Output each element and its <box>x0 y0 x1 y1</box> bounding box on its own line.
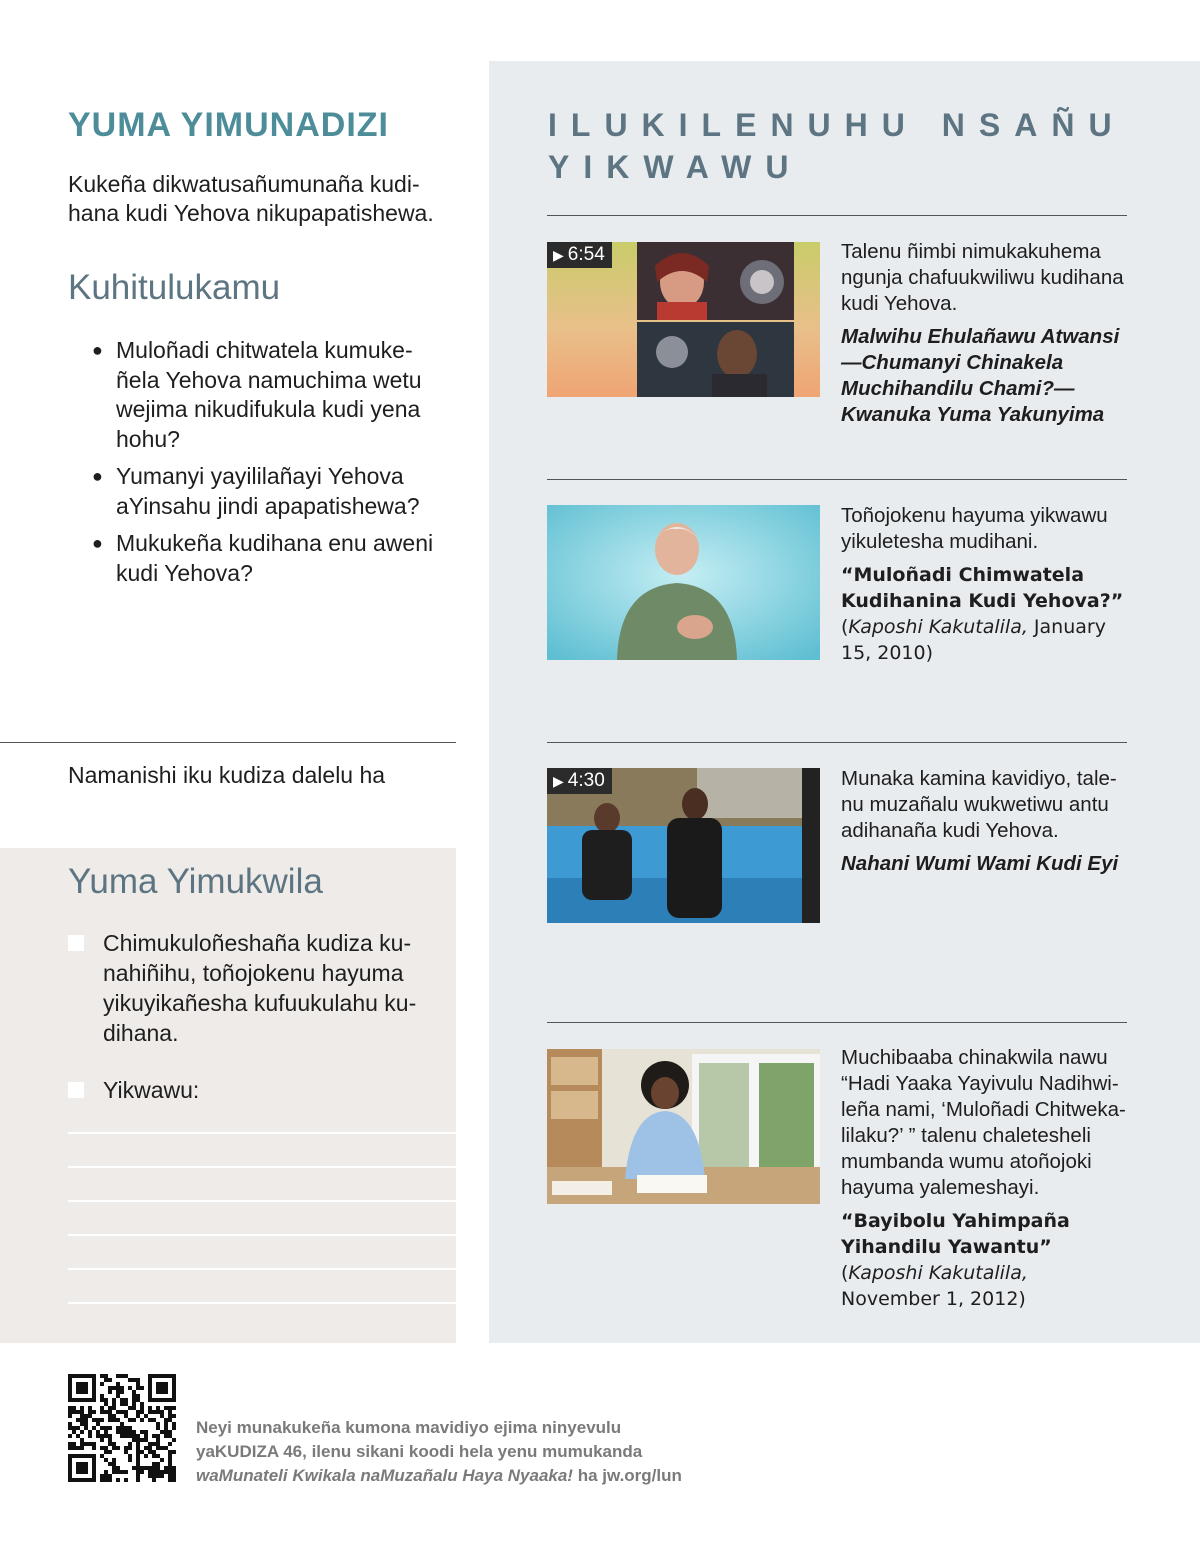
resource-description: Toñojokenu hayuma yikwawu yikuletesha mudihani. “Muloñadi Chimwatela Kudihanina Kudi Yehova?” (Kaposhi Kakutalila, January 15, 2010) <box>841 503 1131 673</box>
review-questions <box>92 336 447 596</box>
writing-line[interactable] <box>68 1200 456 1202</box>
video-thumbnail[interactable] <box>547 768 820 923</box>
divider <box>547 479 1127 480</box>
writing-line[interactable] <box>68 1132 456 1134</box>
divider <box>547 742 1127 743</box>
goals-title: Yuma Yimukwila <box>68 862 323 901</box>
qr-code-icon <box>68 1374 176 1482</box>
bullet-icon: ● <box>92 533 103 553</box>
resource-source[interactable]: Malwihu Ehulañawu Atwansi —Chumanyi Chinakela Muchihandilu Chami?—Kwanuka Yuma Yakunyima <box>841 325 1120 426</box>
resource-source[interactable]: “Muloñadi Chimwatela Kudihanina Kudi Yehova?” (Kaposhi Kakutalila, January 15, 2010) <box>841 564 1124 664</box>
writing-line[interactable] <box>68 1234 456 1236</box>
video-duration-badge: ▶ 4:30 <box>547 768 612 794</box>
play-icon: ▶ <box>553 247 564 263</box>
video-thumbnail[interactable] <box>547 242 820 397</box>
writing-line[interactable] <box>68 1268 456 1270</box>
goal-item[interactable]: Chimukuloñeshaña kudiza kunahiñihu, toñojokenu hayuma yikuyikañesha kufuukulahu kudihana. <box>68 928 438 1048</box>
review-question: ● Yumanyi yayililañayi Yehova aYinsahu jindi apapatishewa? <box>92 463 420 519</box>
resource-description: Munaka kamina kavidiyo, talenu muzañalu wukwetiwu antu adihanaña kudi Yehova. Nahani Wumi Wami Kudi Eyi <box>841 766 1131 884</box>
divider <box>0 742 456 743</box>
review-title: Kuhitulukamu <box>68 268 281 307</box>
goal-item-other[interactable]: Yikwawu: <box>68 1075 438 1105</box>
explore-title: ILUKILENUHU NSAÑU YIKWAWU <box>548 107 1126 185</box>
checkbox-icon[interactable] <box>68 935 84 951</box>
review-question: ● Muloñadi chitwatela kumukeñela Yehova namuchima wetu wejima nikudifukula kudi yena hohu? <box>92 337 422 452</box>
divider <box>547 1022 1127 1023</box>
resource-description: Muchibaaba chinakwila nawu “Hadi Yaaka Yayivulu Nadihwileña nami, ‘Muloñadi Chitwekalilaku?’ ” talenu chaletesheli mumbanda wumu atoñojoki hayuma yalemeshayi. “Bayibolu Yahimpaña Yihandilu Yawantu” (Kaposhi Kakutalila, November 1, 2012) <box>841 1045 1131 1319</box>
writing-line[interactable] <box>68 1166 456 1168</box>
resource-source[interactable]: “Bayibolu Yahimpaña Yihandilu Yawantu” (Kaposhi Kakutalila, November 1, 2012) <box>841 1210 1070 1310</box>
video-duration-badge: ▶ 6:54 <box>547 242 612 268</box>
footer-note: Neyi munakukeña kumona mavidiyo ejima ninyevulu yaKUDIZA 46, ilenu sikani koodi hela yenu mumukanda waMunateli Kwikala naMuzañalu Haya Nyaaka! ha jw.org/lun <box>196 1418 682 1485</box>
checkbox-icon[interactable] <box>68 1082 84 1098</box>
lesson-aim: Kukeña dikwatusañumunaña kudihana kudi Yehova nikupapatishewa. <box>68 171 434 226</box>
review-question: ● Mukukeña kudihana enu aweni kudi Yehova? <box>92 530 434 586</box>
article-thumbnail <box>547 1049 820 1204</box>
writing-line[interactable] <box>68 1302 456 1304</box>
article-thumbnail <box>547 505 820 660</box>
section-title: YUMA YIMUNADIZI <box>68 106 389 144</box>
divider <box>547 215 1127 216</box>
bullet-icon: ● <box>92 466 103 486</box>
resource-source[interactable]: Nahani Wumi Wami Kudi Eyi <box>841 852 1119 875</box>
bullet-icon: ● <box>92 340 103 360</box>
article-image <box>547 505 820 660</box>
play-icon: ▶ <box>553 773 564 789</box>
completion-date-label: Namanishi iku kudiza dalelu ha <box>68 762 386 788</box>
resource-description: Talenu ñimbi nimukakuhema ngunja chafuukwiliwu kudihana kudi Yehova. Malwihu Ehulañawu Atwansi —Chumanyi Chinakela Muchihandilu Chami?—Kwanuka Yuma Yakunyima <box>841 239 1131 435</box>
qr-code[interactable] <box>68 1374 176 1482</box>
article-image <box>547 1049 820 1204</box>
